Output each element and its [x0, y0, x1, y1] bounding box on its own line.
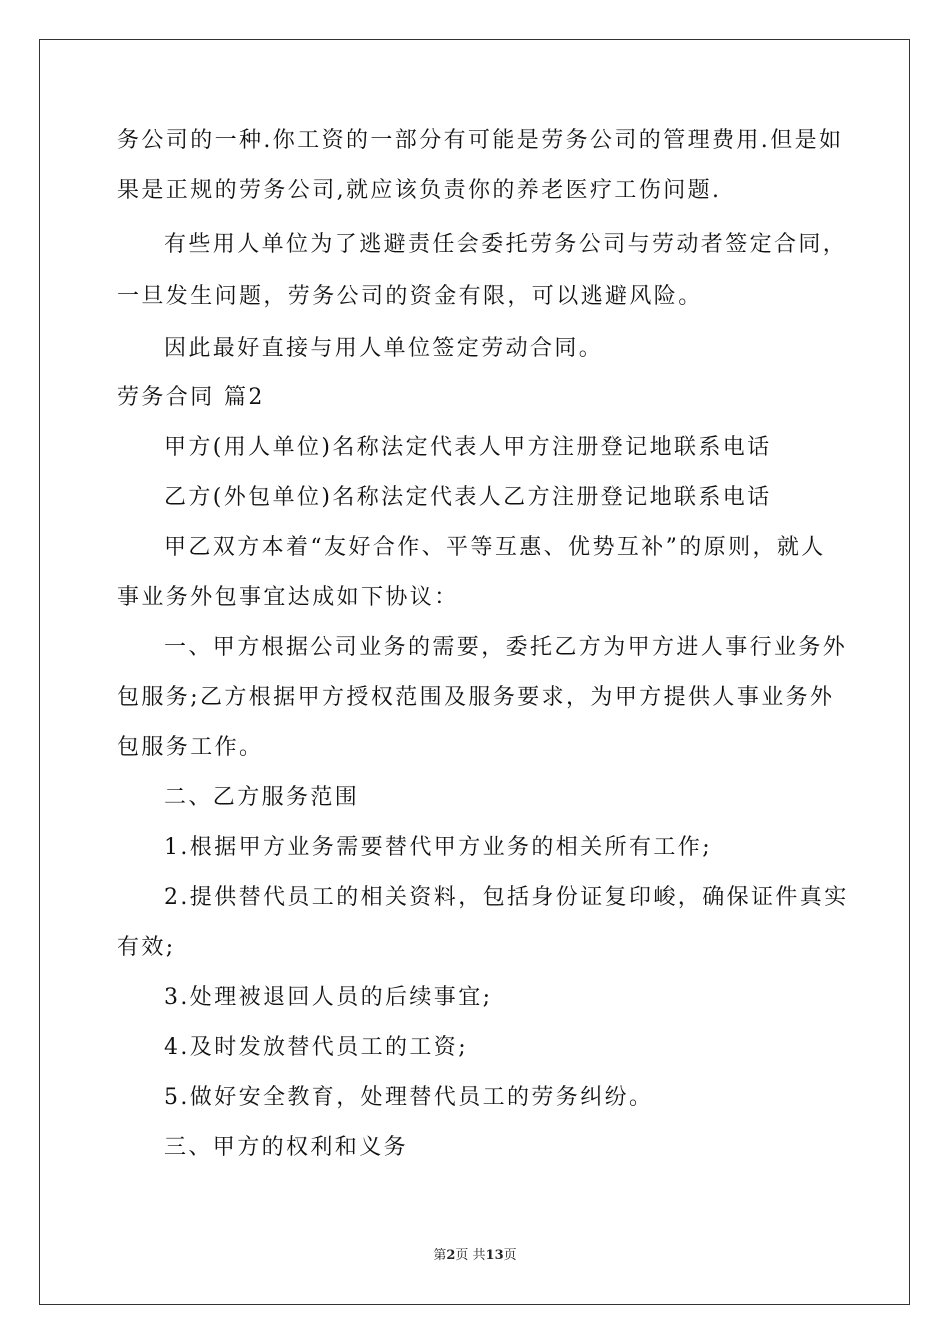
paragraph-line: 有些用人单位为了逃避责任会委托劳务公司与劳动者签定合同， [164, 232, 848, 257]
footer-page-number: 2 [446, 1248, 456, 1263]
footer-suffix: 页 [503, 1248, 517, 1263]
paragraph-line: 甲方(用人单位)名称法定代表人甲方注册登记地联系电话 [164, 435, 772, 460]
paragraph-line: 务公司的一种.你工资的一部分有可能是劳务公司的管理费用.但是如 [117, 128, 844, 153]
list-item: 4.及时发放替代员工的工资; [164, 1035, 469, 1060]
paragraph-line: 有效; [117, 935, 176, 960]
page-border [39, 39, 910, 1305]
paragraph-line: 乙方(外包单位)名称法定代表人乙方注册登记地联系电话 [164, 485, 772, 510]
paragraph-line: 包服务工作。 [117, 735, 264, 760]
list-item: 5.做好安全教育，处理替代员工的劳务纠纷。 [164, 1085, 654, 1110]
paragraph-line: 因此最好直接与用人单位签定劳动合同。 [164, 336, 604, 361]
paragraph-line: 一旦发生问题，劳务公司的资金有限，可以逃避风险。 [117, 284, 703, 309]
section-heading: 劳务合同 篇2 [117, 385, 265, 410]
footer-prefix: 第 [433, 1248, 447, 1263]
footer-total-pages: 13 [485, 1248, 504, 1263]
footer-mid: 页 共 [455, 1248, 486, 1263]
paragraph-line: 事业务外包事宜达成如下协议： [117, 585, 459, 610]
paragraph-line: 三、甲方的权利和义务 [164, 1135, 409, 1160]
paragraph-line: 一、甲方根据公司业务的需要，委托乙方为甲方进人事行业务外 [164, 635, 848, 660]
list-item: 1.根据甲方业务需要替代甲方业务的相关所有工作; [164, 835, 713, 860]
list-item: 2.提供替代员工的相关资料，包括身份证复印峻，确保证件真实 [164, 885, 849, 910]
paragraph-line: 果是正规的劳务公司,就应该负责你的养老医疗工伤问题. [117, 178, 722, 203]
paragraph-line: 二、乙方服务范围 [164, 785, 360, 810]
page-footer [0, 1247, 950, 1265]
paragraph-line: 甲乙双方本着“友好合作、平等互惠、优势互补”的原则，就人 [164, 535, 826, 560]
list-item: 3.处理被退回人员的后续事宜; [164, 985, 493, 1010]
paragraph-line: 包服务;乙方根据甲方授权范围及服务要求，为甲方提供人事业务外 [117, 685, 835, 710]
